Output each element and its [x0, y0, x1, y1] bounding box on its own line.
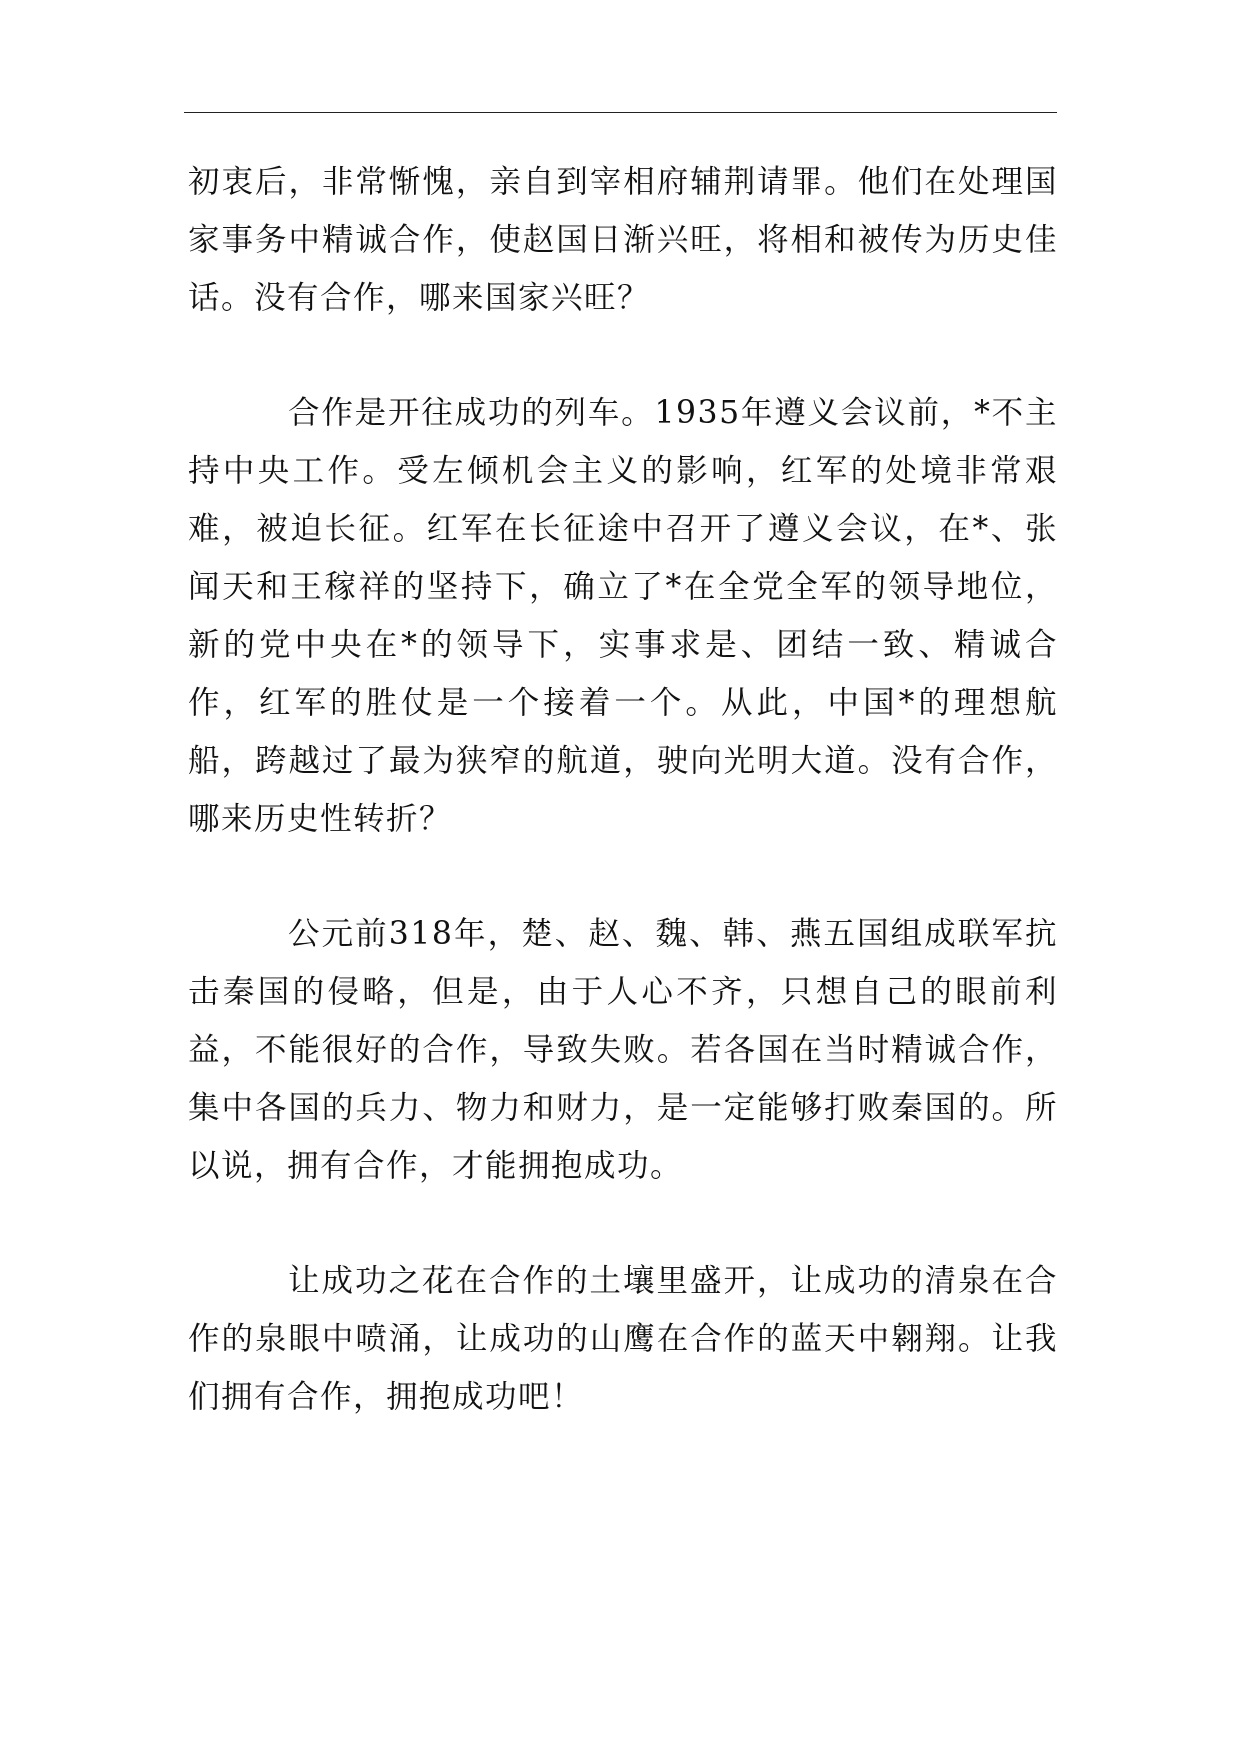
paragraph-4: 让成功之花在合作的土壤里盛开，让成功的清泉在合作的泉眼中喷涌，让成功的山鹰在合作的蓝天中翱翔。让我们拥有合作，拥抱成功吧！: [188, 1263, 1058, 1415]
paragraph-3: 公元前318年，楚、赵、魏、韩、燕五国组成联军抗击秦国的侵略，但是，由于人心不齐，只想自己的眼前利益，不能很好的合作，导致失败。若各国在当时精诚合作，集中各国的兵力、物力和财力，是一定能够打败秦国的。所以说，拥有合作，才能拥抱成功。: [188, 916, 1058, 1184]
paragraph-2: 合作是开往成功的列车。1935年遵义会议前，*不主持中央工作。受左倾机会主义的影响，红军的处境非常艰难，被迫长征。红军在长征途中召开了遵义会议，在*、张闻天和王稼祥的坚持下，确立了*在全党全军的领导地位，新的党中央在*的领导下，实事求是、团结一致、精诚合作，红军的胜仗是一个接着一个。从此，中国*的理想航船，跨越过了最为狭窄的航道，驶向光明大道。没有合作，哪来历史性转折？: [188, 395, 1058, 837]
document-body: [188, 153, 1058, 1483]
header-rule: [184, 112, 1057, 113]
paragraph-1: 初衷后，非常惭愧，亲自到宰相府辅荆请罪。他们在处理国家事务中精诚合作，使赵国日渐兴旺，将相和被传为历史佳话。没有合作，哪来国家兴旺？: [188, 164, 1058, 316]
